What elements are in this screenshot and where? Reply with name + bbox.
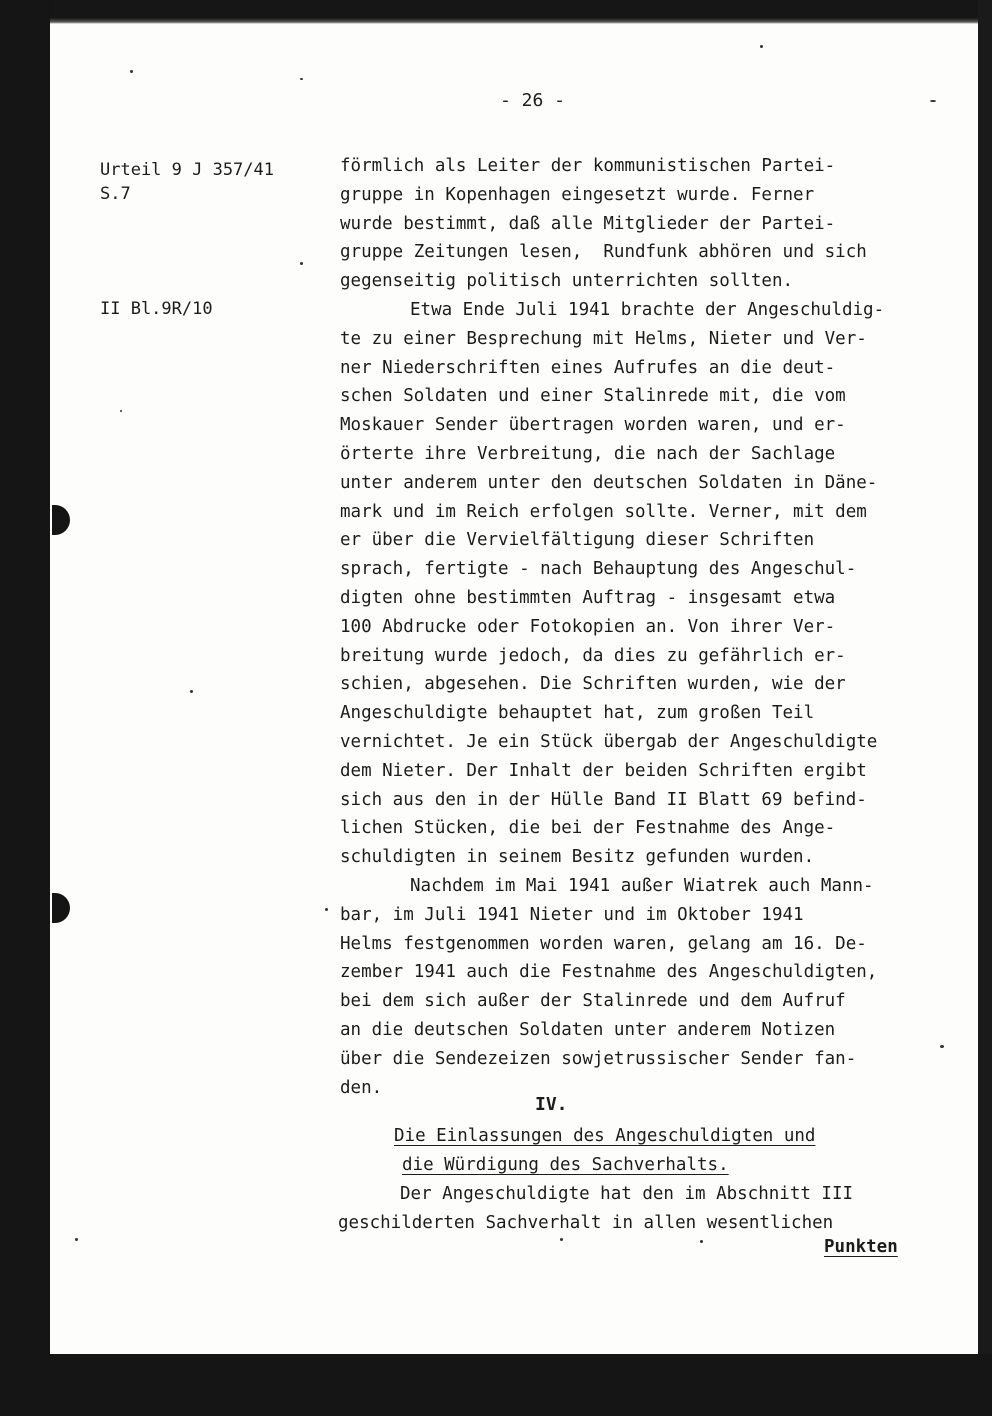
- text-line: digten ohne bestimmten Auftrag - insgesamt etwa: [340, 587, 836, 608]
- scan-border-bottom: [0, 1354, 992, 1416]
- scan-speck: [300, 78, 303, 80]
- text-line: ner Niederschriften eines Aufrufes an die deut-: [340, 357, 836, 378]
- section-heading-line: Die Einlassungen des Angeschuldigten und: [394, 1126, 816, 1146]
- scan-speck: [300, 262, 303, 265]
- text-line: geschilderten Sachverhalt in allen wesentlichen: [338, 1212, 834, 1233]
- text-line: dem Nieter. Der Inhalt der beiden Schriften ergibt: [340, 760, 867, 781]
- scan-speck: [760, 45, 763, 48]
- text-line: den.: [340, 1077, 383, 1098]
- text-line: mark und im Reich erfolgen sollte. Verner, mit dem: [340, 501, 867, 522]
- scan-speck: [130, 70, 133, 73]
- text-line: Der Angeschuldigte hat den im Abschnitt III: [400, 1184, 854, 1204]
- text-line: Helms festgenommen worden waren, gelang am 16. De-: [340, 933, 867, 954]
- text-line: wurde bestimmt, daß alle Mitglieder der Partei-: [340, 213, 836, 234]
- text-line: Etwa Ende Juli 1941 brachte der Angeschuldig-: [410, 299, 885, 320]
- text-line: unter anderem unter den deutschen Soldaten in Däne-: [340, 472, 878, 493]
- text-line: gruppe in Kopenhagen eingesetzt wurde. Ferner: [340, 184, 815, 205]
- body-text: [340, 152, 945, 1102]
- text-line: sich aus den in der Hülle Band II Blatt 69 befind-: [340, 789, 867, 810]
- scan-speck: [190, 690, 193, 693]
- text-line: über die Sendezeizen sowjetrussischer Sender fan-: [340, 1048, 857, 1069]
- text-line: sprach, fertigte - nach Behauptung des Angeschul-: [340, 559, 857, 580]
- scan-speck: [560, 1238, 563, 1241]
- text-line: schuldigten in seinem Besitz gefunden wurden.: [340, 847, 815, 868]
- scan-speck: [700, 1240, 703, 1243]
- text-line: er über die Vervielfältigung dieser Schriften: [340, 530, 815, 551]
- scan-speck: [120, 410, 122, 412]
- margin-note-reference: Urteil 9 J 357/41 S.7: [100, 160, 274, 204]
- text-line: Nachdem im Mai 1941 außer Wiatrek auch Mann-: [410, 875, 874, 896]
- text-line: örterte ihre Verbreitung, die nach der Sachlage: [340, 443, 836, 464]
- text-line: lichen Stücken, die bei der Festnahme des Ange-: [340, 818, 836, 839]
- text-line: bei dem sich außer der Stalinrede und dem Aufruf: [340, 991, 846, 1012]
- text-line: gegenseitig politisch unterrichten sollten.: [340, 271, 794, 292]
- text-line: vernichtet. Je ein Stück übergab der Angeschuldigte: [340, 731, 878, 752]
- scan-border-top: [0, 0, 992, 24]
- text-line: schen Soldaten und einer Stalinrede mit, die vom: [340, 386, 846, 407]
- text-line: zember 1941 auch die Festnahme des Angeschuldigten,: [340, 962, 878, 983]
- catchword: Punkten: [824, 1237, 898, 1257]
- scan-speck: [325, 908, 328, 911]
- text-line: Moskauer Sender übertragen worden waren, und er-: [340, 415, 846, 436]
- section-heading-line: die Würdigung des Sachverhalts.: [402, 1155, 729, 1175]
- section-heading: [394, 1122, 815, 1180]
- text-line: te zu einer Besprechung mit Helms, Nieter und Ver-: [340, 328, 867, 349]
- section-body-text: [338, 1180, 938, 1238]
- section-number: IV.: [535, 1094, 568, 1115]
- page-number: - 26 -: [500, 90, 566, 111]
- scan-speck: [75, 1238, 78, 1241]
- text-line: bar, im Juli 1941 Nieter und im Oktober 1941: [340, 904, 804, 925]
- text-line: 100 Abdrucke oder Fotokopien an. Von ihrer Ver-: [340, 616, 836, 637]
- punch-hole-upper: [52, 505, 70, 535]
- scan-border-left: [0, 0, 50, 1416]
- text-line: an die deutschen Soldaten unter anderem Notizen: [340, 1019, 836, 1040]
- punch-hole-lower: [52, 893, 70, 923]
- text-line: Angeschuldigte behauptet hat, zum großen Teil: [340, 703, 815, 724]
- margin-note-citation: II Bl.9R/10: [100, 299, 213, 319]
- text-line: gruppe Zeitungen lesen, Rundfunk abhören und sich: [340, 242, 867, 263]
- scan-border-right: [978, 0, 992, 1416]
- text-line: schien, abgesehen. Die Schriften wurden, wie der: [340, 674, 846, 695]
- text-line: breitung wurde jedoch, da dies zu gefährlich er-: [340, 645, 846, 666]
- text-line: förmlich als Leiter der kommunistischen Partei-: [340, 156, 836, 176]
- scan-speck: [930, 100, 936, 102]
